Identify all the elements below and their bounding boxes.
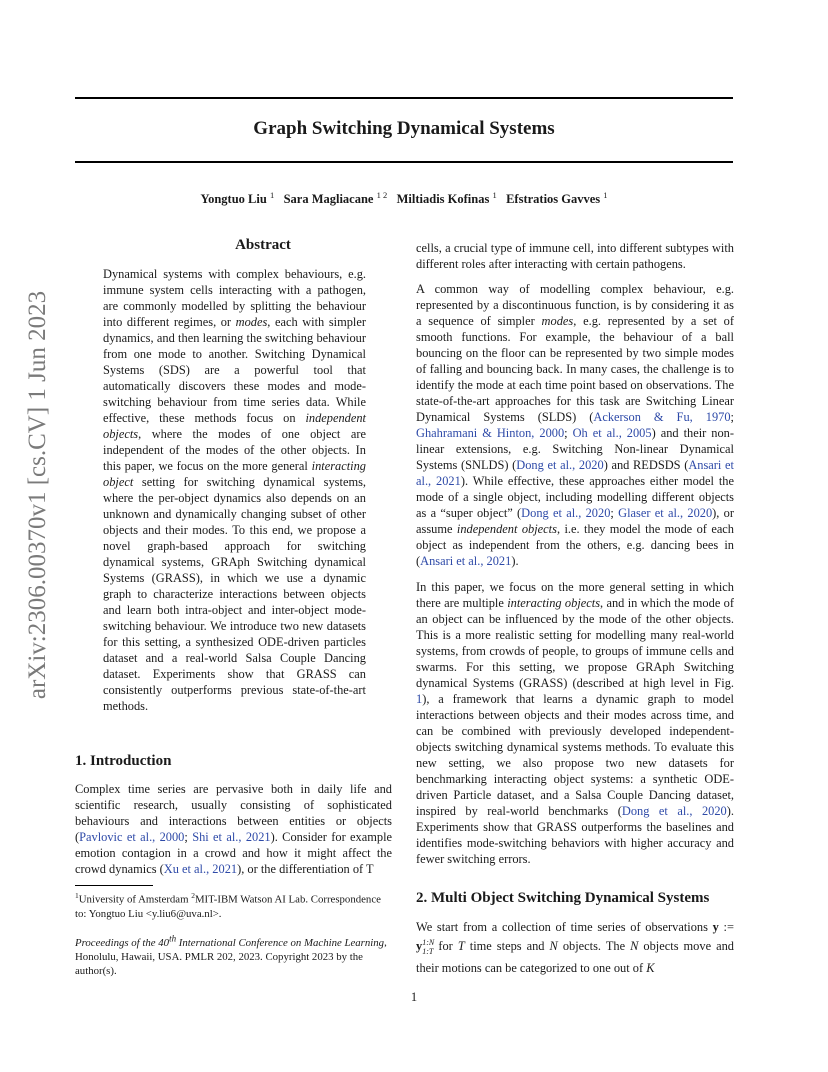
author-affiliation: 1 2 (376, 190, 388, 200)
author-list (75, 190, 733, 207)
section-2-heading: 2. Multi Object Switching Dynamical Systems (416, 890, 710, 906)
citation-link[interactable]: Dong et al., 2020 (621, 804, 727, 818)
abstract-body: Dynamical systems with complex behaviours, e.g. immune system cells interacting with a pathogen, are commonly modelled by splitting the behaviour into different regimes, or modes, each with simpler dynamics, and then learning the switching behaviour from one mode to another. Switching Dynamical Systems (SDS) are a powerful tool that automatically discovers these modes and mode-switching behaviour from time series data. While effective, these methods focus on independent objects, where the modes of one object are independent of the modes of the other objects. In this paper, we focus on the more general interacting object setting for switching dynamical systems, where the per-object dynamics also depends on an unknown and dynamically changing subset of other objects and their modes. To this end, we propose a novel graph-based approach for switching dynamical systems, GRAph Switching dynamical Systems (GRASS), in which we use a dynamic graph to characterize interactions between objects and learn both intra-object and inter-object mode-switching behaviour. We introduce two new datasets for this setting, a synthesized ODE-driven particles dataset and a real-world Salsa Couple Dancing dataset. Experiments show that GRASS can consistently outperforms previous state-of-the-art methods. (103, 267, 366, 713)
citation-link[interactable]: Dong et al., 2020 (521, 506, 611, 520)
paragraph: cells, a crucial type of immune cell, into different subtypes with different roles after interacting with certain pathogens. (416, 241, 734, 271)
citation-link[interactable]: Oh et al., 2005 (572, 426, 652, 440)
figure-link[interactable]: 1 (416, 692, 423, 706)
arxiv-identifier: arXiv:2306.00370v1 [cs.CV] 1 Jun 2023 (24, 290, 51, 700)
author-name: Sara Magliacane (283, 192, 374, 207)
arxiv-sidebar (22, 290, 54, 700)
author-affiliation: 1 (492, 190, 497, 200)
introduction-body: Complex time series are pervasive both in daily life and scientific research, usually consisting of sophisticated behaviours and interactions between entities or objects (Pavlovic et al., 2000; Shi et al., 2021). Consider for example emotion contagion in a crowd and how it might affect the crowd dynamics (Xu et al., 2021), or the differentiation of T (75, 782, 393, 876)
right-column-paragraph-3 (416, 579, 734, 876)
citation-link[interactable]: Pavlovic et al., 2000 (79, 830, 185, 844)
title-top-rule (75, 97, 733, 99)
paragraph: In this paper, we focus on the more general setting in which there are multiple interacting objects, and in which the mode of an object can be influenced by the mode of the other objects. This is a more realistic setting for modelling many real-world systems, from crowds of people, to groups of immune cells and swarms. For this setting, we propose GRAph Switching dynamical Systems (GRASS) (described at high level in Fig. 1), a framework that learns a dynamic graph to model interactions between objects and their modes across time, and can be combined with previously developed independent-objects switching dynamical systems methods. To evaluate this new setting, we also propose two new datasets for benchmarking interacting object systems: a synthetic ODE-driven Particle dataset, and a Salsa Couple Dancing dataset, inspired by real-world benchmarks (Dong et al., 2020). Experiments show that GRASS outperforms the baselines and identifies mode-switching behaviors with higher accuracy and fewer switching errors. (416, 580, 734, 866)
citation-link[interactable]: Shi et al., 2021 (192, 830, 271, 844)
proceedings-note: Proceedings of the 40th International Conference on Machine Learning, Honolulu, Hawaii, USA. PMLR 202, 2023. Copyright 2023 by the author(s). (75, 933, 387, 977)
citation-link[interactable]: Ghahramani & Hinton, 2000 (416, 426, 565, 440)
abstract-heading: Abstract (235, 237, 291, 253)
page-number: 1 (410, 990, 418, 1004)
footnote-rule (75, 885, 153, 886)
author-name: Efstratios Gavves (506, 192, 601, 207)
citation-link[interactable]: Dong et al., 2020 (516, 458, 604, 472)
right-column-paragraphs (416, 240, 734, 578)
citation-link[interactable]: Ansari et al., 2021 (416, 458, 734, 488)
introduction-heading: 1. Introduction (75, 753, 172, 769)
citation-link[interactable]: Glaser et al., 2020 (618, 506, 713, 520)
citation-link[interactable]: Ackerson & Fu, 1970 (593, 410, 731, 424)
affiliation-footnote: $^1$University of Amsterdam $^2$MIT-IBM Watson AI Lab. Correspondence to: Yongtuo Liu <y.liu6@uva.nl>. (75, 891, 381, 920)
author-name: Yongtuo Liu (200, 192, 267, 207)
title-bottom-rule (75, 161, 733, 163)
author-affiliation: 1 (603, 190, 608, 200)
citation-link[interactable]: Xu et al., 2021 (163, 862, 238, 876)
paragraph: A common way of modelling complex behaviour, e.g. represented by a discontinuous function, is by considering it as a sequence of simpler modes, e.g. represented by a set of smooth functions. For example, the behaviour of a ball bouncing on the floor can be represented by two simple modes of falling and bouncing back. In many cases, the challenge is to identify the mode at each time point based on observations. The state-of-the-art approaches for this task are Switching Linear Dynamical Systems (SLDS) (Ackerson & Fu, 1970; Ghahramani & Hinton, 2000; Oh et al., 2005) and their non-linear extensions, e.g. Switching Non-linear Dynamical Systems (SNLDS) (Dong et al., 2020) and REDSDS (Ansari et al., 2021). While effective, these approaches either model the mode of a single object, including modelling different objects as a “super object” (Dong et al., 2020; Glaser et al., 2020), or assume independent objects, i.e. they model the mode of each object as independent from the others, e.g. dancing bees in (Ansari et al., 2021). (416, 282, 735, 568)
author-affiliation: 1 (269, 190, 275, 200)
section-2-body: We start from a collection of time series of observations y := $y^{1:N}_{1:T}$ for T time steps and N objects. The N objects move and their motions can be categorized to one out of K (416, 920, 734, 975)
author-name: Miltiadis Kofinas (396, 192, 490, 207)
citation-link[interactable]: Ansari et al., 2021 (420, 554, 512, 568)
paper-title: Graph Switching Dynamical Systems (253, 118, 555, 139)
